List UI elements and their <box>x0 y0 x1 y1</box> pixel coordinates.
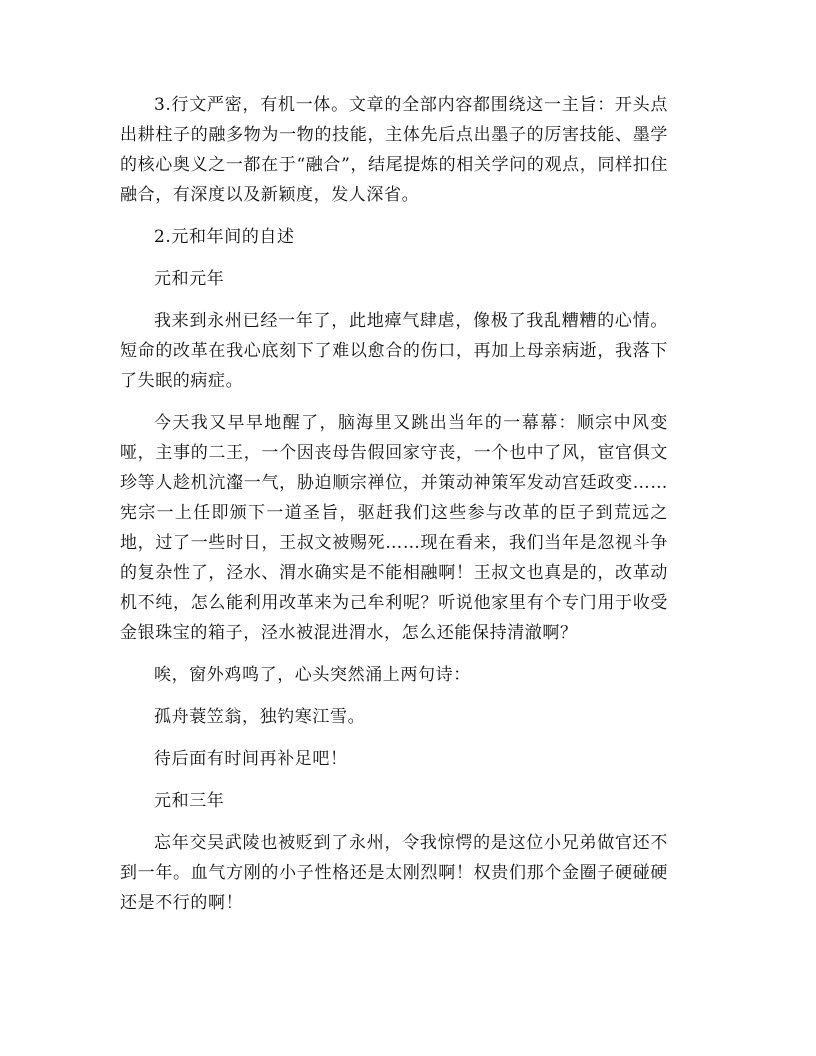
poem-line: 孤舟蓑笠翁，独钓寒江雪。 <box>154 707 366 727</box>
paragraph-memories: 今天我又早早地醒了，脑海里又跳出当年的一幕幕：顺宗中风变哑，主事的二王，一个因丧母告假回家守丧，一个也中了风，宦官俱文珍等人趁机沆瀣一气，胁迫顺宗禅位，并策动神策军发动宫廷政变……宪宗一上任即颁下一道圣旨，驱赶我们这些参与改革的臣子到荒远之地，过了一些时日，王叔文被赐死……现在看来，我们当年是忽视斗争的复杂性了，泾水、渭水确实是不能相融啊！王叔文也真是的，改革动机不纯，怎么能利用改革来为己牟利呢？听说他家里有个专门用于收受金银珠宝的箱子，泾水被混进渭水，怎么还能保持清澈啊？ <box>120 413 668 643</box>
paragraph-later: 待后面有时间再补足吧！ <box>154 749 348 769</box>
paragraph-rooster: 唉，窗外鸡鸣了，心头突然涌上两句诗： <box>154 665 471 685</box>
subheading-year-3: 元和三年 <box>154 791 225 811</box>
paragraph-wu-wuling: 忘年交吴武陵也被贬到了永州，令我惊愕的是这位小兄弟做官还不到一年。血气方刚的小子性格还是太刚烈啊！权贵们那个金圈子硬碰硬还是不行的啊！ <box>120 833 668 913</box>
section-heading: 2.元和年间的自述 <box>154 227 295 247</box>
subheading-year-1: 元和元年 <box>154 269 225 289</box>
paragraph-yongzhou: 我来到永州已经一年了，此地瘴气肆虐，像极了我乱糟糟的心情。短命的改革在我心底刻下了难以愈合的伤口，再加上母亲病逝，我落下了失眠的病症。 <box>120 311 668 391</box>
paragraph-analysis-point-3: 3.行文严密，有机一体。文章的全部内容都围绕这一主旨：开头点出耕柱子的融多物为一物的技能，主体先后点出墨子的厉害技能、墨学的核心奥义之一都在于“融合”，结尾提炼的相关学问的观点，同样扣住融合，有深度以及新颖度，发人深省。 <box>120 95 668 205</box>
document-body <box>120 90 668 930</box>
